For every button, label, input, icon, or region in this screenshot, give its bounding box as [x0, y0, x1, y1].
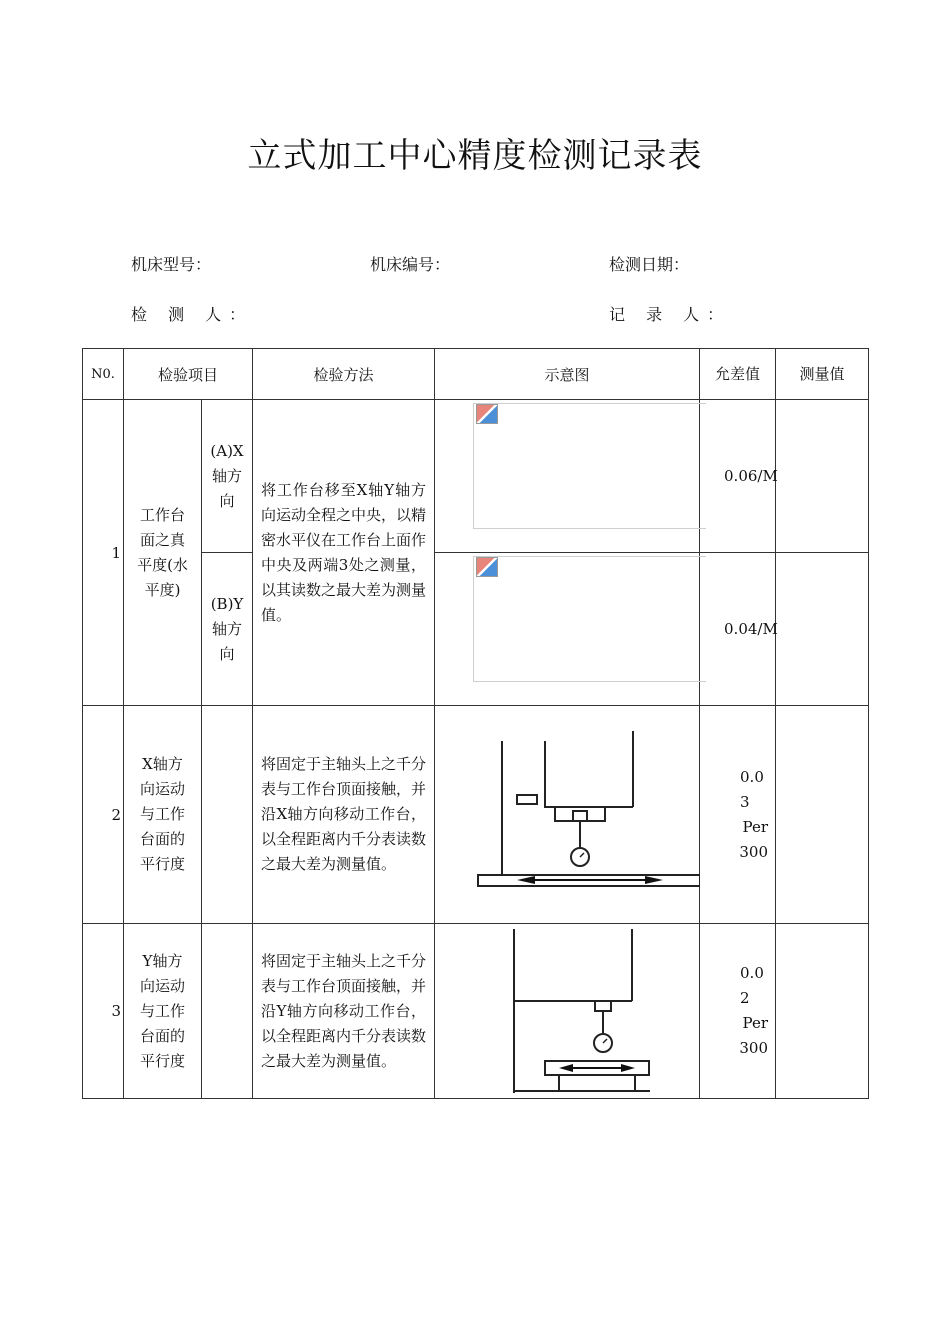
- machine-model-label: 机床型号：: [131, 255, 212, 274]
- inspection-method: 将固定于主轴头上之千分表与工作台顶面接触，并沿X轴方向移动工作台，以全程距离内千分表读数之最大差为测量值。: [253, 706, 435, 924]
- measured-value: [776, 924, 869, 1099]
- sub-item-empty: [202, 924, 253, 1099]
- header-tolerance: 允差值: [700, 349, 776, 400]
- broken-image-icon: [476, 557, 498, 577]
- table-row: [83, 924, 869, 1099]
- diagram-cell: [435, 924, 700, 1099]
- inspector-label: 检 测 人：: [131, 305, 254, 324]
- measured-value: [776, 553, 869, 706]
- table-row: [83, 400, 869, 553]
- tolerance-unit: Per 300: [739, 817, 769, 861]
- broken-image-icon: [476, 404, 498, 424]
- table-header-row: [83, 349, 869, 400]
- sub-item-a: (A)X轴方向: [202, 400, 253, 553]
- row-number: 1: [83, 400, 124, 706]
- diagram-image-placeholder: [473, 556, 706, 682]
- diagram-cell: [435, 553, 700, 706]
- tolerance-value: 0.06/M: [700, 400, 776, 553]
- inspection-item: 工作台面之真平度(水平度): [124, 400, 202, 706]
- inspection-method: 将工作台移至X轴Y轴方向运动全程之中央，以精密水平仪在工作台上面作中央及两端3处之测量，以其读数之最大差为测量值。: [253, 400, 435, 706]
- inspection-item: Y轴方向运动与工作台面的平行度: [124, 924, 202, 1099]
- measured-value: [776, 400, 869, 553]
- tolerance-value: 0.04/M: [700, 553, 776, 706]
- tolerance: [700, 924, 776, 1099]
- header-diagram: 示意图: [435, 349, 700, 400]
- inspection-table: [82, 348, 869, 1099]
- diagram-cell: [435, 706, 700, 924]
- inspection-method: 将固定于主轴头上之千分表与工作台顶面接触，并沿Y轴方向移动工作台，以全程距离内千分表读数之最大差为测量值。: [253, 924, 435, 1099]
- tolerance-unit: Per 300: [739, 1014, 769, 1057]
- sub-item-b: (B)Y轴方向: [202, 553, 253, 706]
- recorder-label: 记 录 人：: [609, 305, 732, 324]
- table-row: [83, 706, 869, 924]
- y-axis-parallelism-diagram: [435, 925, 700, 1098]
- diagram-cell: [435, 400, 700, 553]
- x-axis-parallelism-diagram: [435, 707, 700, 923]
- tolerance-value: 0.02: [740, 964, 764, 1007]
- diagram-image-placeholder: [473, 403, 706, 529]
- header-item: 检验项目: [124, 349, 253, 400]
- machine-no-label: 机床编号：: [370, 255, 451, 274]
- header-no: N0.: [83, 349, 124, 400]
- inspection-item: X轴方向运动与工作台面的平行度: [124, 706, 202, 924]
- header-measured: 测量值: [776, 349, 869, 400]
- inspection-date-label: 检测日期：: [609, 255, 690, 274]
- tolerance-value: 0.03: [740, 767, 764, 811]
- tolerance: [700, 706, 776, 924]
- row-number: 3: [83, 924, 124, 1099]
- measured-value: [776, 706, 869, 924]
- page-title: 立式加工中心精度检测记录表: [247, 136, 703, 176]
- row-number: 2: [83, 706, 124, 924]
- sub-item-empty: [202, 706, 253, 924]
- header-method: 检验方法: [253, 349, 435, 400]
